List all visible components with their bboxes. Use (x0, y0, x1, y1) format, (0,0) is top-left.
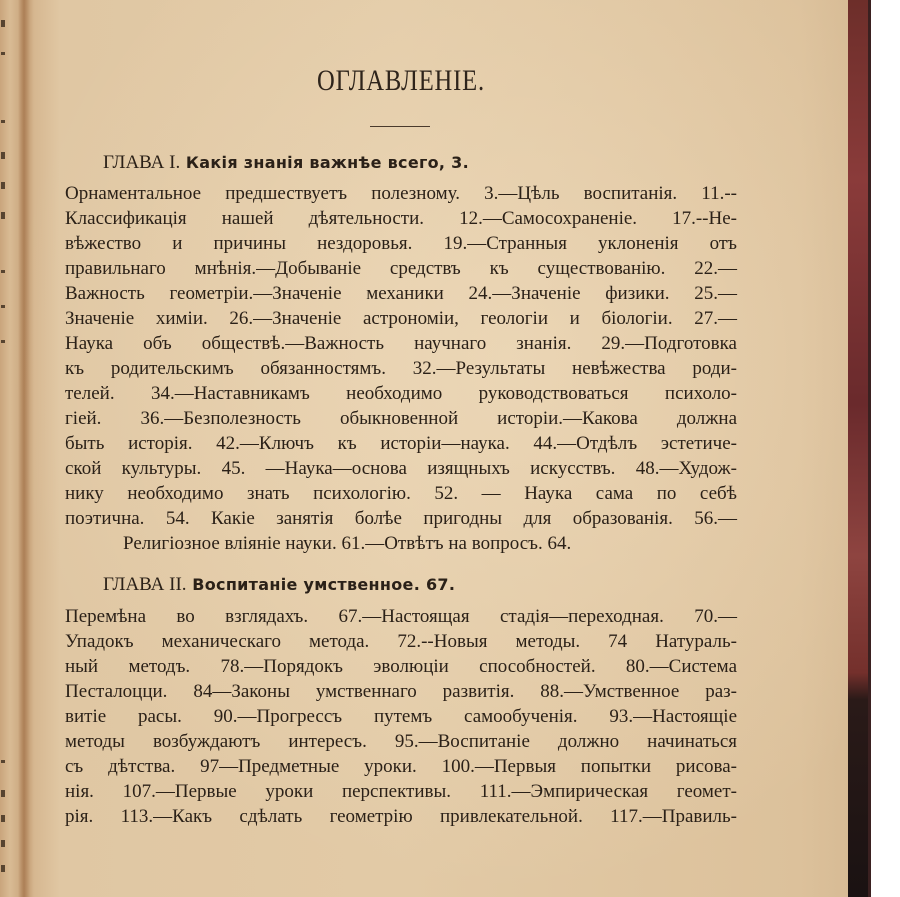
chapter-number: ГЛАВА II. (103, 574, 187, 595)
toc-line: Песталоцци. 84—Законы умственнаго развитія. 88.—Умственное раз- (65, 681, 737, 702)
toc-line: методы возбуждаютъ интересъ. 95.—Воспитаніе должно начинаться (65, 731, 737, 752)
page-title: ОГЛАВЛЕНІЕ. (317, 64, 485, 97)
toc-line: вѣжество и причины нездоровья. 19.—Странныя уклоненія отъ (65, 233, 737, 254)
toc-line: быть исторія. 42.—Ключъ къ исторіи—наука. 44.—Отдѣлъ эстетиче- (65, 433, 737, 454)
toc-line: гіей. 36.—Безполезность обыкновенной исторіи.—Какова должна (65, 408, 737, 429)
toc-line: къ родительскимъ обязанностямъ. 32.—Результаты невѣжества роди- (65, 358, 737, 379)
toc-line: Наука объ обществѣ.—Важность научнаго знанія. 29.—Подготовка (65, 333, 737, 354)
toc-line: витіе расы. 90.—Прогрессъ путемъ самообученія. 93.—Настоящіе (65, 706, 737, 727)
toc-line: Перемѣна во взглядахъ. 67.—Настоящая стадія—переходная. 70.— (65, 606, 737, 627)
facing-page-edge (0, 0, 12, 897)
chapter-name: Какія знанія важнѣе всего, 3. (185, 153, 469, 172)
toc-line: Важность геометріи.—Значеніе механики 24.—Значеніе физики. 25.— (65, 283, 737, 304)
binding-edge (868, 0, 871, 897)
chapter-heading (103, 152, 469, 174)
toc-line: нику необходимо знать психологію. 52. — Наука сама по себѣ (65, 483, 737, 504)
toc-line: Классификація нашей дѣятельности. 12.—Самосохраненіе. 17.--Не- (65, 208, 737, 229)
toc-line: рія. 113.—Какъ сдѣлать геометрію привлекательной. 117.—Правиль- (65, 806, 737, 827)
toc-line: ный методъ. 78.—Порядокъ эволюціи способностей. 80.—Система (65, 656, 737, 677)
chapter-number: ГЛАВА I. (103, 152, 181, 173)
toc-line: съ дѣтства. 97—Предметные уроки. 100.—Первыя попытки рисова- (65, 756, 737, 777)
toc-line: Значеніе химіи. 26.—Значеніе астрономіи, геологіи и біологіи. 27.— (65, 308, 737, 329)
toc-line: телей. 34.—Наставникамъ необходимо руководствоваться психоло- (65, 383, 737, 404)
toc-line: Упадокъ механическаго метода. 72.--Новыя методы. 74 Натураль- (65, 631, 737, 652)
book-binding (848, 0, 870, 897)
toc-line: Религіозное вліяніе науки. 61.—Отвѣтъ на вопросъ. 64. (123, 533, 572, 554)
chapter-heading (103, 574, 455, 596)
toc-line: нія. 107.—Первые уроки перспективы. 111.—Эмпирическая геомет- (65, 781, 737, 802)
gutter-shadow (18, 0, 30, 897)
chapter-name: Воспитаніе умственное. 67. (192, 575, 456, 594)
toc-line: поэтична. 54. Какіе занятія болѣе пригодны для образованія. 56.— (65, 508, 737, 529)
toc-line: Орнаментальное предшествуетъ полезному. 3.—Цѣль воспитанія. 11.-- (65, 183, 737, 204)
toc-line: правильнаго мнѣнія.—Добываніе средствъ къ существованію. 22.— (65, 258, 737, 279)
toc-line: ской культуры. 45. —Наука—основа изящныхъ искусствъ. 48.—Худож- (65, 458, 737, 479)
title-divider (370, 126, 430, 127)
